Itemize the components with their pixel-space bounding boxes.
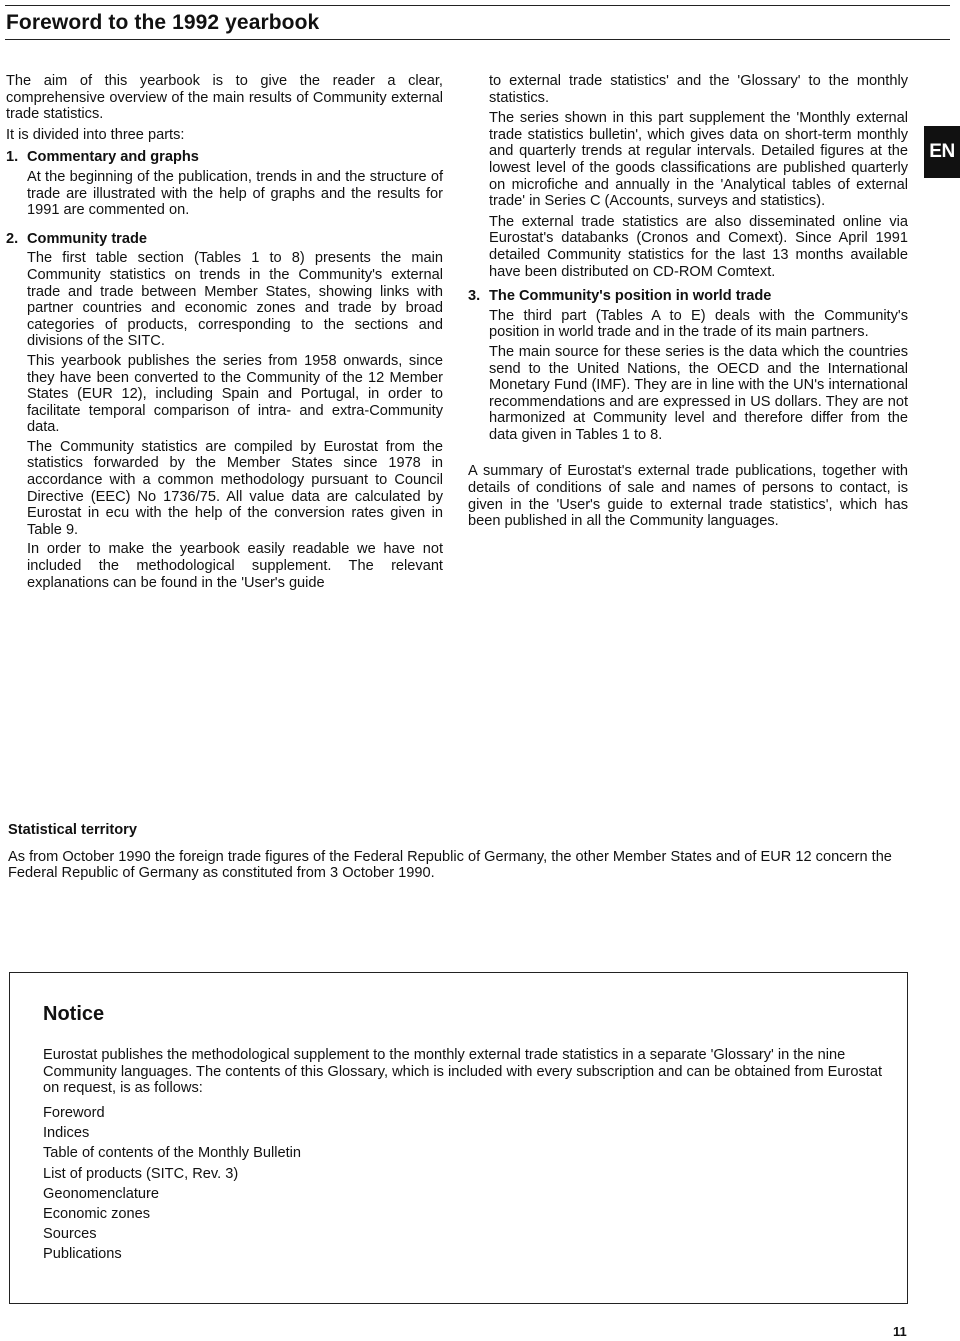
list-item: Economic zones: [43, 1206, 151, 1223]
paragraph: to external trade statistics' and the 'Glossary' to the monthly statistics.: [489, 73, 908, 106]
top-rule: [5, 5, 950, 6]
section-text: The Community statistics are compiled by Eurostat from the statistics forwarded by the Member States since 1978 in accordance with a common methodology pursuant to Council Directive (EEC) No 1736/75. All value data are calculated by Eurostat in ecu with the help of the conversion rates given in Table 9.: [27, 438, 443, 538]
section-text: The third part (Tables A to E) deals with the Community's position in world trade and in the trade of its main partners.: [489, 307, 908, 341]
list-item: Foreword: [43, 1105, 105, 1121]
title-rule: [5, 39, 950, 40]
section-heading: The Community's position in world trade: [489, 288, 772, 305]
paragraph: The series shown in this part supplement the 'Monthly external trade statistics bulletin', which gives data on short-term monthly and quarterly trends at regular intervals. Detailed figures at the lowest level of the goods classifications are published quarterly on microfiche and annually in the 'Analytical tables of external trade' in Series C (Accounts, surveys and statistics).: [489, 110, 908, 210]
glossary-contents-list: [43, 1103, 301, 1265]
section-number: 3.: [468, 288, 481, 305]
intro-paragraph: The aim of this yearbook is to give the reader a clear, comprehensive overview of the main results of Community external trade statistics.: [6, 73, 443, 123]
parts-intro: It is divided into three parts:: [6, 126, 185, 143]
section-world-trade-position: [468, 288, 908, 443]
right-column: [468, 73, 908, 530]
section-heading: Commentary and graphs: [27, 149, 199, 166]
section-text: The main source for these series is the data which the countries send to the United Nations, the OECD and the International Monetary Fund (IMF). They are in line with the UN's international recommendations and are expressed in US dollars. They are not harmonized at Community level and therefore differ from the data given in Tables 1 to 8.: [489, 343, 908, 443]
list-item: List of products (SITC, Rev. 3): [43, 1165, 239, 1182]
list-item: Sources: [43, 1226, 97, 1243]
section-commentary-and-graphs: [6, 149, 443, 218]
notice-box: [9, 972, 908, 1304]
page-title: Foreword to the 1992 yearbook: [6, 11, 320, 34]
page-number: 11: [893, 1324, 907, 1339]
section-text: At the beginning of the publication, trends in and the structure of trade are illustrated with the help of graphs and the results for 1991 are commented on.: [27, 168, 443, 219]
notice-text: Eurostat publishes the methodological supplement to the monthly external trade statistics in a separate 'Glossary' in the nine Community languages. The contents of this Glossary, which is included with every subscription and can be obtained from Eurostat on request, is as follows:: [43, 1047, 883, 1097]
left-column: [6, 73, 443, 603]
list-item: Geonomenclature: [43, 1185, 160, 1202]
statistical-territory-text: As from October 1990 the foreign trade figures of the Federal Republic of Germany, the other Member States and of EUR 12 concern the Federal Republic of Germany as constituted from 3 October 1990.: [8, 848, 892, 882]
list-item: Indices: [43, 1125, 90, 1142]
section-number: 2.: [6, 230, 19, 247]
list-item: Table of contents of the Monthly Bulletin: [43, 1145, 301, 1162]
statistical-territory-title: Statistical territory: [8, 822, 137, 838]
statistical-territory: [8, 822, 913, 882]
list-item: Publications: [43, 1246, 122, 1263]
continued-section-2: [468, 73, 908, 280]
paragraph: The external trade statistics are also disseminated online via Eurostat's databanks (Cronos and Comext). Since April 1991 detailed Community statistics for the last 13 months available have been distributed on CD-ROM Comtext.: [489, 213, 908, 280]
section-number: 1.: [6, 149, 19, 166]
section-heading: Community trade: [27, 230, 148, 247]
section-text: The first table section (Tables 1 to 8) presents the main Community statistics on trends in the Community's external trade and trade between Member States, showing links with partner countries and economic zones and trade by broad categories of products, corresponding to the sections and divisions of the SITC.: [27, 250, 443, 350]
publications-summary: A summary of Eurostat's external trade publications, together with details of conditions of sale and names of persons to contact, is given in the 'User's guide to external trade statistics', which has been published in all the Community languages.: [468, 463, 908, 530]
section-text: This yearbook publishes the series from 1958 onwards, since they have been converted to the Community of the 12 Member States (EUR 12), including Spain and Portugal, in order to facilitate temporal comparison of intra- and extra-Community data.: [27, 352, 443, 436]
language-tab-en: EN: [924, 126, 960, 178]
notice-title: Notice: [43, 1003, 105, 1025]
section-community-trade: [6, 231, 443, 591]
section-text: In order to make the yearbook easily readable we have not included the methodological supplement. The relevant explanations can be found in the 'User's guide: [27, 541, 443, 591]
